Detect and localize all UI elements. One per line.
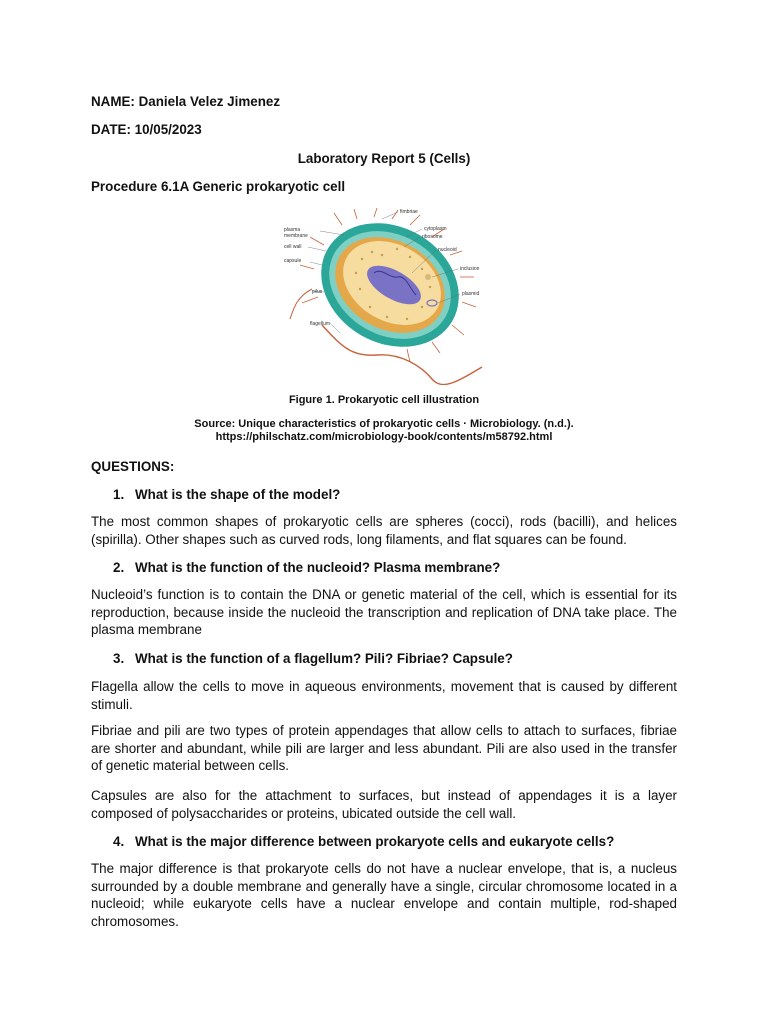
figure-caption: Figure 1. Prokaryotic cell illustration: [288, 394, 480, 406]
question-number: 4.: [113, 834, 125, 849]
report-title: Laboratory Report 5 (Cells): [297, 151, 471, 166]
label-cytoplasm: cytoplasm: [424, 226, 447, 232]
answer-3b: Fibriae and pili are two types of protein appendages that allow cells to attach to surfaces, fibriae are shorter and abundant, while pili are larger and less abundant. Pili are also used in the transfer of genetic material between cells.: [91, 723, 677, 773]
answer-4: The major difference is that prokaryote cells do not have a nuclear envelope, that is, a nucleus surrounded by a double membrane and generally have a single, circular chromosome located in a nucleoid; while eukaryote cells have a nuclear envelope and contain multiple, rod-shaped chromosomes.: [91, 861, 677, 929]
label-capsule: capsule: [284, 258, 302, 264]
question-number: 1.: [113, 487, 125, 502]
date-line: DATE: 10/05/2023: [91, 122, 202, 137]
prokaryotic-cell-figure: [282, 207, 488, 385]
source-line-1: Source: Unique characteristics of prokaryotic cells · Microbiology. (n.d.).: [194, 418, 574, 430]
question-2: [113, 560, 500, 575]
label-fimbriae: fimbriae: [400, 209, 418, 215]
pilus-shape: [290, 289, 312, 319]
label-plasmid: plasmid: [462, 291, 480, 297]
question-1: [113, 487, 340, 502]
question-number: 3.: [113, 651, 125, 666]
question-text: What is the function of the nucleoid? Plasma membrane?: [135, 560, 501, 575]
label-pilus: pilus: [312, 289, 323, 295]
question-text: What is the function of a flagellum? Pili? Fibriae? Capsule?: [135, 651, 513, 666]
question-4: [113, 834, 614, 849]
answer-2: Nucleoid’s function is to contain the DNA or genetic material of the cell, which is essential for its reproduction, because inside the nucleoid the transcription and replication of DNA take place. The plasma membrane: [91, 587, 677, 637]
name-line: NAME: Daniela Velez Jimenez: [91, 94, 281, 109]
answer-3a: Flagella allow the cells to move in aqueous environments, movement that is caused by different stimuli.: [91, 679, 677, 712]
source-line-2: https://philschatz.com/microbiology-book/contents/m58792.html: [215, 431, 553, 443]
label-flagellum: flagellum: [310, 321, 331, 327]
label-ribosome: ribosome: [422, 234, 443, 240]
inclusion-shape: [425, 274, 431, 280]
questions-heading: QUESTIONS:: [91, 459, 175, 474]
label-inclusion: inclusion: [460, 266, 480, 272]
label-plasma: plasma: [284, 227, 301, 233]
label-cell-wall: cell wall: [284, 244, 302, 250]
label-nucleoid: nucleoid: [438, 247, 457, 253]
cell-illustration: [282, 207, 488, 385]
question-text: What is the major difference between prokaryote cells and eukaryote cells?: [135, 834, 615, 849]
answer-3c: Capsules are also for the attachment to surfaces, but instead of appendages it is a layer composed of polysaccharides or proteins, ubicated outside the cell wall.: [91, 788, 677, 821]
question-number: 2.: [113, 560, 125, 575]
question-3: [113, 651, 513, 666]
label-membrane: membrane: [284, 233, 308, 239]
answer-1: The most common shapes of prokaryotic cells are spheres (cocci), rods (bacilli), and helices (spirilla). Other shapes such as curved rods, long filaments, and flat squares can be found.: [91, 514, 677, 547]
question-text: What is the shape of the model?: [135, 487, 341, 502]
procedure-heading: Procedure 6.1A Generic prokaryotic cell: [91, 179, 346, 194]
